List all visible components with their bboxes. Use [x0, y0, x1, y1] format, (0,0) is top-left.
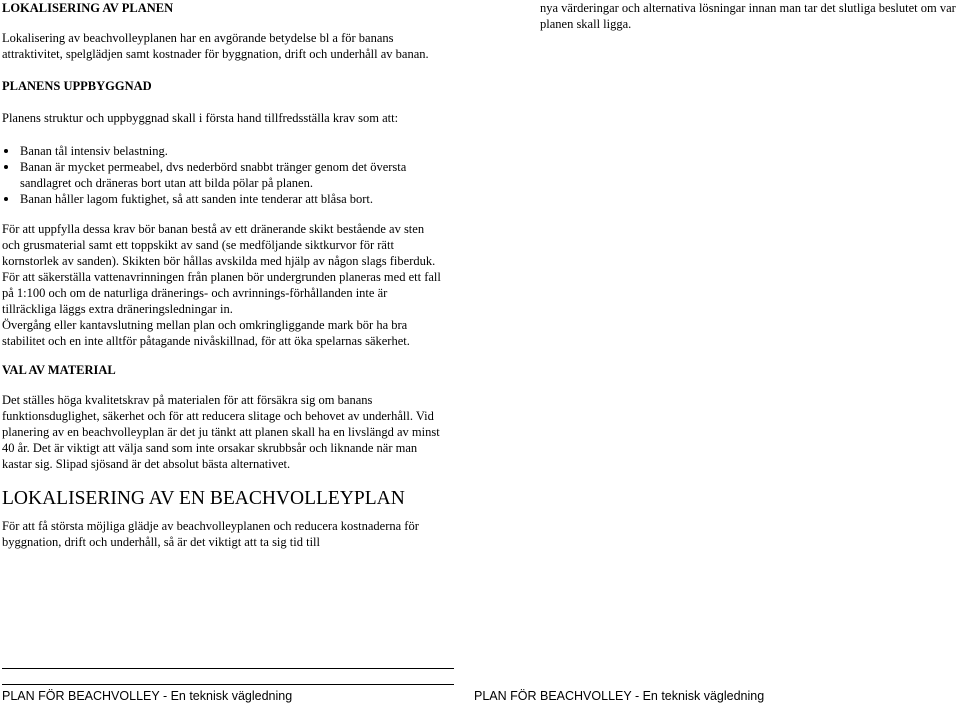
paragraph-material: Det ställes höga kvalitetskrav på materialen för att försäkra sig om banans funktionsduglighet, säkerhet och för att reducera slitage och behovet av underhåll. Vid planering av en beachvolleyplan är det ju tänkt att planen skall ha en livslängd av minst 40 år. Det är viktigt att välja sand som inte orsakar skrubbsår och liknande när man kastar sig. Slipad sjösand är det absolut bästa alternativet. [2, 393, 440, 471]
section-heading-lokalisering-av-planen: LOKALISERING AV PLANEN [2, 1, 174, 15]
right-column [540, 0, 960, 32]
section-heading-val-av-material: VAL AV MATERIAL [2, 363, 116, 377]
paragraph-uppbyggnad-body: För att uppfylla dessa krav bör banan bestå av ett dränerande skikt bestående av sten och grusmaterial samt ett toppskikt av sand (se medföljande siktkurvor för rätt kornstorlek av sanden). Skikten bör hållas avskilda med hjälp av någon slags fiberduk. För att säkerställa vattenavrinningen från planen bör undergrunden planeras med ett fall på 1:100 och om de naturliga dränerings- och avrinnings-förhållanden inte är tillräckliga läggs extra dräneringsledningar in. [2, 222, 441, 316]
section-heading-planens-uppbyggnad: PLANENS UPPBYGGNAD [2, 79, 152, 93]
section-heading-lokalisering-beachvolleyplan: LOKALISERING AV EN BEACHVOLLEYPLAN [2, 488, 405, 509]
list-item: Banan är mycket permeabel, dvs nederbörd snabbt tränger genom det översta sandlagret och dräneras bort utan att bilda pölar på planen. [2, 159, 442, 191]
left-column [2, 0, 442, 550]
footer-rule [2, 668, 454, 669]
list-item: Banan håller lagom fuktighet, så att sanden inte tenderar att blåsa bort. [2, 191, 442, 207]
paragraph-lokalisering-beachvolleyplan: För att få största möjliga glädje av beachvolleyplanen och reducera kostnaderna för byggnation, drift och underhåll, så är det viktigt att ta sig tid till [2, 519, 419, 549]
requirements-list [2, 143, 442, 207]
footer-label-left: PLAN FÖR BEACHVOLLEY - En teknisk vägledning [2, 689, 293, 703]
paragraph-continued: nya värderingar och alternativa lösningar innan man tar det slutliga beslutet om var planen skall ligga. [540, 1, 956, 31]
paragraph-lokalisering: Lokalisering av beachvolleyplanen har en avgörande betydelse bl a för banans attraktivitet, spelglädjen samt kostnader för byggnation, drift och underhåll av banan. [2, 31, 429, 61]
list-item: Banan tål intensiv belastning. [2, 143, 442, 159]
paragraph-uppbyggnad-intro: Planens struktur och uppbyggnad skall i första hand tillfredsställa krav som att: [2, 111, 399, 125]
paragraph-kantavslutning: Övergång eller kantavslutning mellan plan och omkringliggande mark bör ha bra stabilitet och en inte alltför påtagande nivåskillnad, för att öka spelarnas säkerhet. [2, 318, 410, 348]
footer-rule [2, 684, 454, 685]
footer-label-right: PLAN FÖR BEACHVOLLEY - En teknisk vägledning [474, 689, 765, 703]
